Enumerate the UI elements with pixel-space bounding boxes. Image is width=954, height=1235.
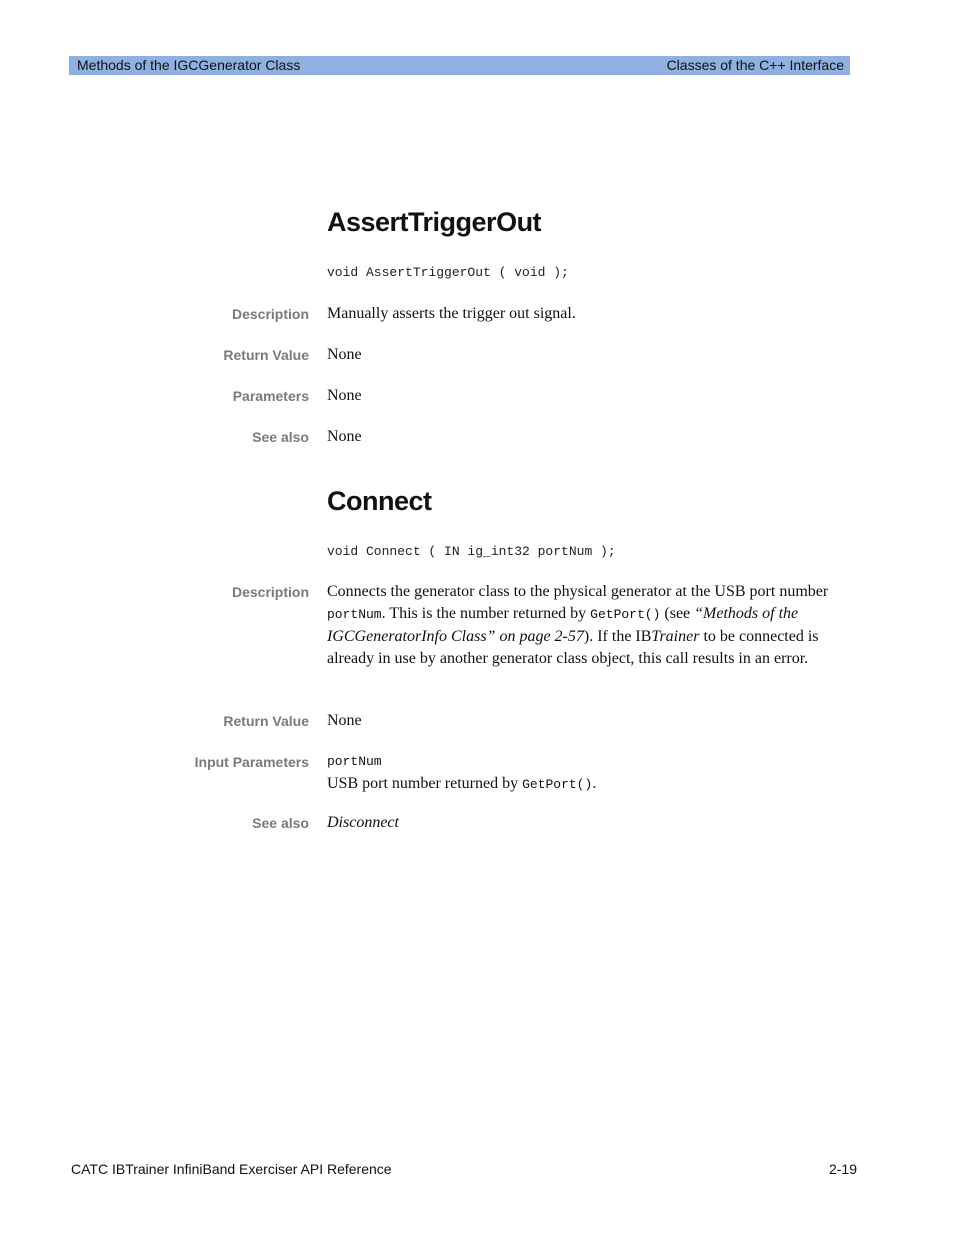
return-value-label: Return Value — [223, 713, 309, 729]
return-value-text: None — [327, 346, 362, 363]
description-text-part: . This is the number returned by — [381, 605, 591, 622]
header-chapter-title: Methods of the IGCGenerator Class — [77, 57, 301, 73]
parameter-description — [327, 773, 847, 796]
return-value-text: None — [327, 712, 362, 729]
description-label: Description — [231, 306, 309, 322]
parameter-name: portNum — [327, 754, 382, 769]
parameter-description-end: . — [592, 775, 597, 792]
footer-page-number: 2-19 — [828, 1161, 857, 1177]
footer-document-title: CATC IBTrainer InfiniBand Exerciser API Reference — [71, 1161, 392, 1177]
cross-reference-link[interactable]: “Methods of the IGCGeneratorInfo Class” on page 2-57 — [327, 605, 799, 645]
function-signature: void Connect ( IN ig_int32 portNum ); — [327, 544, 616, 559]
description-text-part: to be connected is already in use by another generator class object, this call results in an error. — [327, 628, 819, 667]
see-also-label: See also — [252, 429, 309, 445]
see-also-text: None — [327, 428, 362, 445]
description-text-part: Connects the generator class to the physical generator at the USB port number — [327, 583, 829, 600]
product-name-italic: Trainer — [651, 628, 700, 645]
function-signature: void AssertTriggerOut ( void ); — [327, 265, 569, 280]
header-section-title: Classes of the C++ Interface — [666, 57, 844, 73]
parameters-label: Parameters — [232, 388, 309, 404]
section-title-asserttriggerout: AssertTriggerOut — [327, 207, 542, 237]
code-getport: GetPort() — [590, 607, 661, 622]
see-also-link-disconnect[interactable]: Disconnect — [327, 814, 399, 831]
description-text-part: (see — [660, 605, 695, 622]
section-title-connect: Connect — [327, 486, 432, 516]
see-also-label: See also — [252, 815, 309, 831]
return-value-label: Return Value — [223, 347, 309, 363]
description-text — [327, 581, 847, 670]
code-getport: GetPort() — [522, 777, 593, 792]
description-text: Manually asserts the trigger out signal. — [327, 305, 576, 322]
input-parameters-block — [327, 751, 847, 796]
running-header — [69, 56, 850, 75]
code-portnum: portNum — [327, 607, 382, 622]
input-parameters-label: Input Parameters — [194, 754, 309, 770]
parameters-text: None — [327, 387, 362, 404]
parameter-description-text: USB port number returned by — [327, 775, 523, 792]
description-text-part: ). If the IB — [583, 628, 652, 645]
description-label: Description — [231, 584, 309, 600]
